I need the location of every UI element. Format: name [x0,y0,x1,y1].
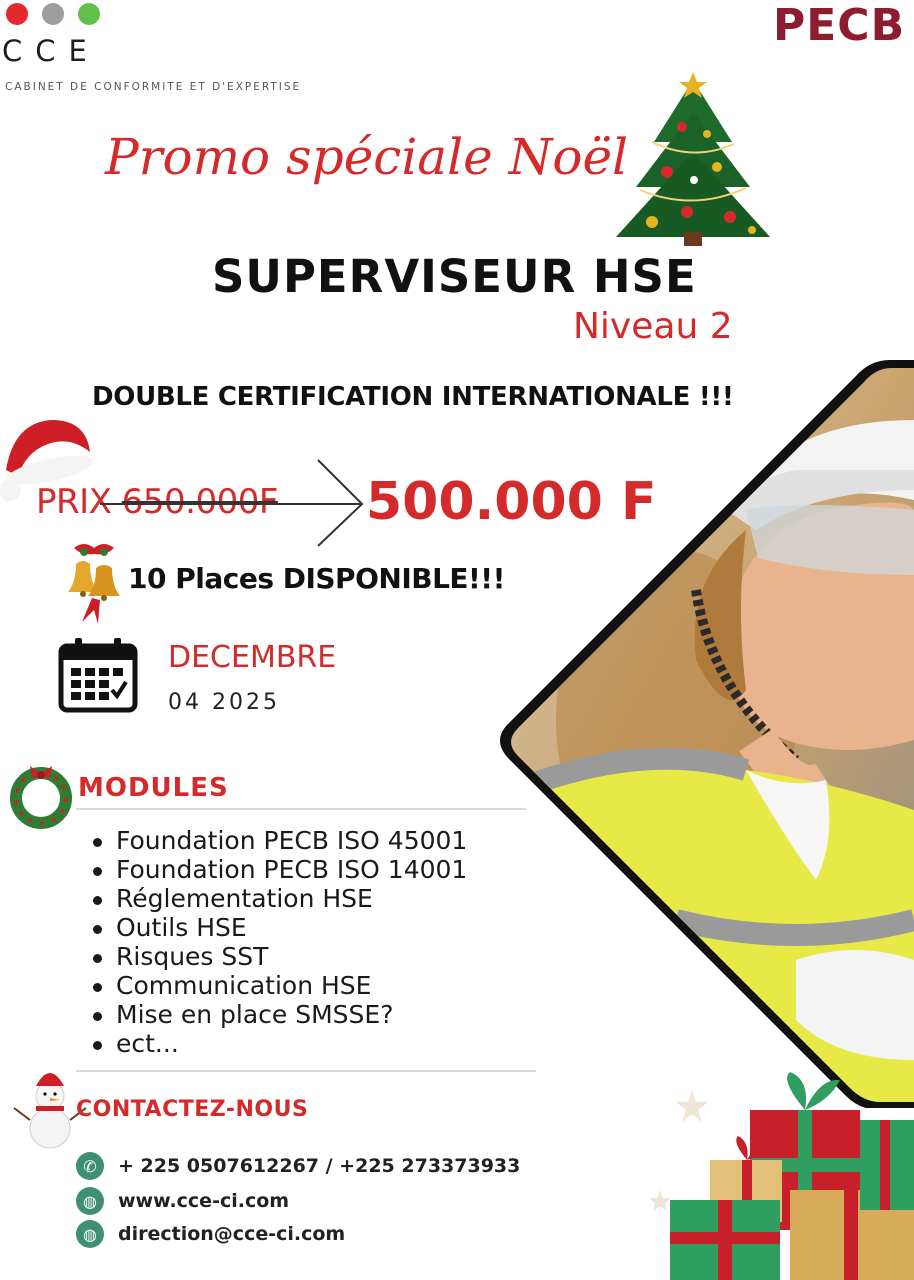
calendar-icon [58,636,138,714]
green-dot [78,3,100,25]
gift-boxes-icon [640,1070,914,1280]
certification-tagline: DOUBLE CERTIFICATION INTERNATIONALE !!! [92,382,734,412]
list-item: Risques SST [90,942,467,971]
contact-phone: + 225 0507612267 / +225 273373933 [118,1155,521,1177]
arrow-icon [100,458,366,548]
price-label: PRIX [36,482,112,522]
schedule-date: 04 2025 [168,690,280,715]
new-price: 500.000 F [366,472,657,532]
list-item: Réglementation HSE [90,884,467,913]
gray-dot [42,3,64,25]
contact-divider [76,1070,536,1072]
promo-headline: Promo spéciale Noël [105,128,629,186]
red-dot [6,3,28,25]
globe-icon: ◍ [76,1187,104,1215]
contact-email-row[interactable] [76,1219,345,1249]
list-item: Foundation PECB ISO 14001 [90,855,467,884]
contact-email: direction@cce-ci.com [118,1223,346,1245]
christmas-tree-icon [612,72,774,248]
list-item: Communication HSE [90,971,467,1000]
list-item: ect... [90,1029,467,1058]
globe-icon: ◍ [76,1220,104,1248]
pecb-logo: PECB [773,0,906,51]
availability-text: 10 Places DISPONIBLE!!! [128,562,505,595]
modules-list [90,826,467,1058]
course-title: SUPERVISEUR HSE [212,250,697,303]
wreath-icon [6,760,76,830]
contact-heading: CONTACTEZ-NOUS [76,1097,309,1122]
list-item: Outils HSE [90,913,467,942]
list-item: Mise en place SMSSE? [90,1000,467,1029]
old-price-value: 650.000F [121,482,278,522]
list-item: Foundation PECB ISO 45001 [90,826,467,855]
cce-logo: CCE [2,34,100,68]
worker-photo [496,360,914,1108]
modules-divider [76,808,526,810]
contact-website: www.cce-ci.com [118,1190,290,1212]
contact-phone-row[interactable] [76,1151,520,1181]
bells-icon [64,538,126,624]
modules-heading: MODULES [78,773,229,803]
phone-icon: ✆ [76,1152,104,1180]
course-level: Niveau 2 [573,306,733,347]
contact-website-row[interactable] [76,1186,289,1216]
schedule-month: DECEMBRE [168,640,337,675]
cce-logo-subtitle: CABINET DE CONFORMITE ET D'EXPERTISE [5,81,302,93]
